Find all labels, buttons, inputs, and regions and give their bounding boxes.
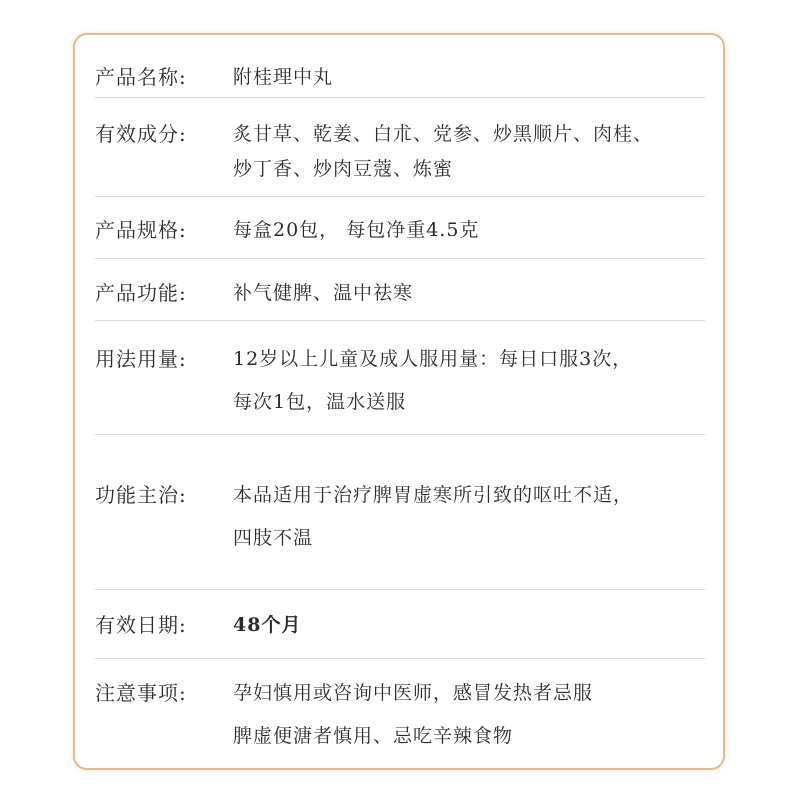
precautions-value-line2: 脾虚便溏者慎用、忌吃辛辣食物 [233, 725, 514, 747]
precautions-label: 注意事项: [95, 681, 187, 705]
ingredients-label: 有效成分: [95, 122, 187, 146]
specification-label: 产品规格: [95, 218, 187, 242]
function-label: 产品功能: [95, 281, 187, 305]
divider [95, 434, 705, 435]
dosage-value-line1: 12岁以上儿童及成人服用量：每日口服3次， [233, 348, 633, 370]
row-indications [95, 468, 705, 568]
divider [95, 258, 705, 259]
divider [95, 658, 705, 659]
row-specification [95, 208, 705, 253]
row-ingredients [95, 110, 705, 190]
row-function [95, 270, 705, 315]
specification-value: 每盒20包， 每包净重4.5克 [233, 219, 480, 241]
row-precautions [95, 672, 705, 757]
function-value: 补气健脾、温中祛寒 [233, 282, 414, 304]
divider [95, 589, 705, 590]
product-name-label: 产品名称: [95, 65, 187, 89]
row-expiry [95, 600, 705, 645]
precautions-value-line1: 孕妇慎用或咨询中医师，感冒发热者忌服 [233, 682, 594, 704]
indications-value-line2: 四肢不温 [233, 527, 314, 549]
indications-value-line1: 本品适用于治疗脾胃虚寒所引致的呕吐不适， [233, 484, 634, 506]
row-product-name [95, 56, 705, 96]
ingredients-value-line1: 炙甘草、乾姜、白朮、党参、炒黑顺片、肉桂、 [233, 123, 654, 145]
ingredients-value-line2: 炒丁香、炒肉豆蔻、炼蜜 [233, 158, 454, 180]
divider [95, 97, 705, 98]
dosage-label: 用法用量: [95, 347, 187, 371]
expiry-value: 48个月 [233, 614, 302, 636]
divider [95, 320, 705, 321]
indications-label: 功能主治: [95, 483, 187, 507]
product-name-value: 附桂理中丸 [233, 66, 334, 88]
row-dosage [95, 333, 705, 423]
expiry-label: 有效日期: [95, 613, 187, 637]
divider [95, 196, 705, 197]
dosage-value-line2: 每次1包，温水送服 [233, 391, 407, 413]
